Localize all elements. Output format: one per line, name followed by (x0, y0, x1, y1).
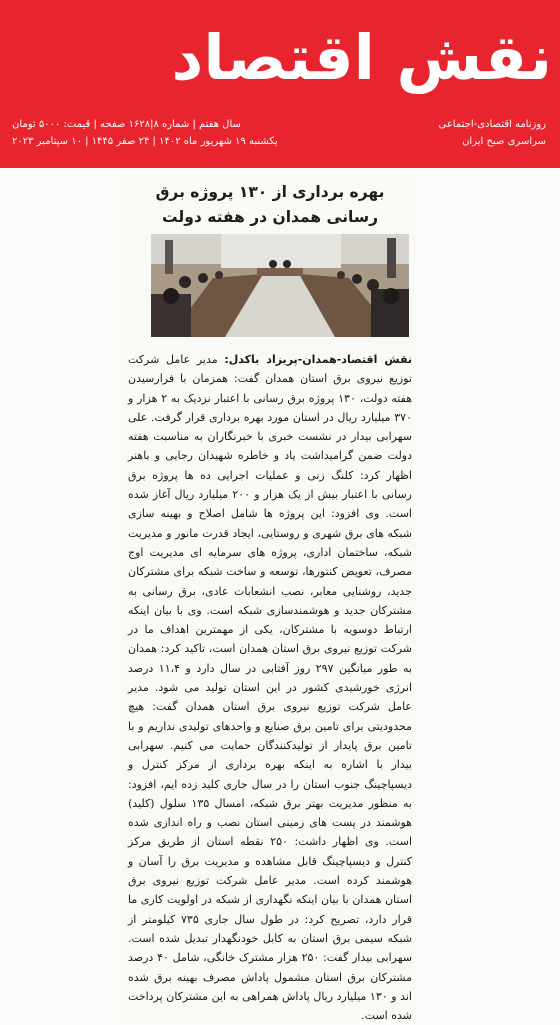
masthead-tagline: روزنامه اقتصادی-اجتماعی (438, 119, 546, 130)
article-byline: نقش اقتصاد-همدان-پریزاد باکدل: (224, 353, 412, 366)
article-headline: بهره برداری از ۱۳۰ پروژه برق رسانی همدان در هفته دولت (155, 183, 385, 226)
masthead-info-left (12, 116, 278, 150)
article-body-text: مدیر عامل شرکت توزیع نیروی برق استان همدان گفت: همزمان با فرارسیدن هفته دولت، ۱۳۰ پروژه برق رسانی با اعتبار نزدیک به ۲ هزار و ۳۷۰ میلیارد ریال در استان مورد بهره برداری قرار گرفت. علی سهرابی بیدار در نشست خبری با خبرنگاران به مناسبت هفته دولت ضمن گرامیداشت یاد و خاطره شهیدان رجایی و باهنر اظهار کرد: کلنگ زنی و عملیات اجرایی ده ها پروژه برق رسانی با اعتبار بیش از یک هزار و ۲۰۰ میلیارد ریال آغاز شده است. وی افزود: این پروژه ها شامل اصلاح و بهینه سازی شبکه های برق شهری و روستایی، ایجاد قدرت مانور و مدیریت شبکه، ساختمان اداری، پروژه های سرمایه ای مدیریت اوج مصرف، تعویض کنتورها، توسعه و ساخت شبکه برای مشترکان جدید، روشنایی معابر، نصب انشعابات عادی، برق رسانی به مشترکان جدید و هوشمندسازی شبکه است. وی با بیان اینکه ارتباط دوسویه با مشترکان، یکی از مهمترین اهداف ما در شرکت توزیع نیروی برق استان همدان است، تاکید کرد: همدان به طور میانگین ۲۹۷ روز آفتابی در سال دارد و ۱۱،۴ درصد انرژی خورشیدی کشور در این استان تولید می شود. مدیر عامل شرکت توزیع نیروی برق استان همدان گفت: هیچ محدودیتی برای تامین برق صنایع و واحدهای تولیدی نداریم و با تامین برق پایدار از تولیدکنندگان حمایت می کنیم. سهرابی بیدار با اشاره به اینکه بهره برداری از مرکز کنترل و دیسپاچینگ جنوب استان را در سال جاری کلید زده ایم، افزود: به منظور مدیریت بهتر برق شبکه، امسال ۱۳۵ سلول (کلید) هوشمند در پست های زمینی استان نصب و راه اندازی شده است. وی اظهار داشت: ۲۵۰ نقطه استان از طریق مرکز کنترل و دیسپاچینگ قابل مشاهده و مدیریت برق را آسان و هوشمند کرده است. مدیر عامل شرکت توزیع نیروی برق استان همدان با بیان اینکه نگهداری از شبکه در اولویت کاری ما قرار دارد، تصریح کرد: در طول سال جاری ۷۳۵ کیلومتر از شبکه سیمی برق استان به کابل خودنگهدار تبدیل شده است. سهرابی بیدار گفت: ۲۵۰ هزار مشترک خانگی، شامل ۴۰ درصد مشترکان برق استان مشمول پاداش مصرف بهینه برق شده اند و ۱۳۰ میلیارد ریال پاداش همراهی به این مشترکان پرداخت شده است. (128, 353, 413, 1023)
newspaper-logo: نقش اقتصاد (171, 21, 552, 94)
masthead (0, 0, 560, 168)
article-body (128, 350, 412, 1025)
meeting-photo-image (151, 234, 409, 337)
meeting-photo (151, 234, 409, 337)
masthead-info-right (438, 116, 546, 150)
masthead-region: سراسری صبح ایران (462, 136, 546, 147)
masthead-date-line: یکشنبه ۱۹ شهریور ماه ۱۴۰۲ | ۲۴ صفر ۱۴۴۵ | ۱۰ سپتامبر ۲۰۲۳ (12, 136, 278, 147)
news-article (122, 174, 418, 1022)
masthead-issue-line: سال هفتم | شماره ۸|۱۶۲۸ صفحه | قیمت: ۵۰۰۰ تومان (12, 119, 241, 130)
masthead-info (12, 116, 546, 150)
